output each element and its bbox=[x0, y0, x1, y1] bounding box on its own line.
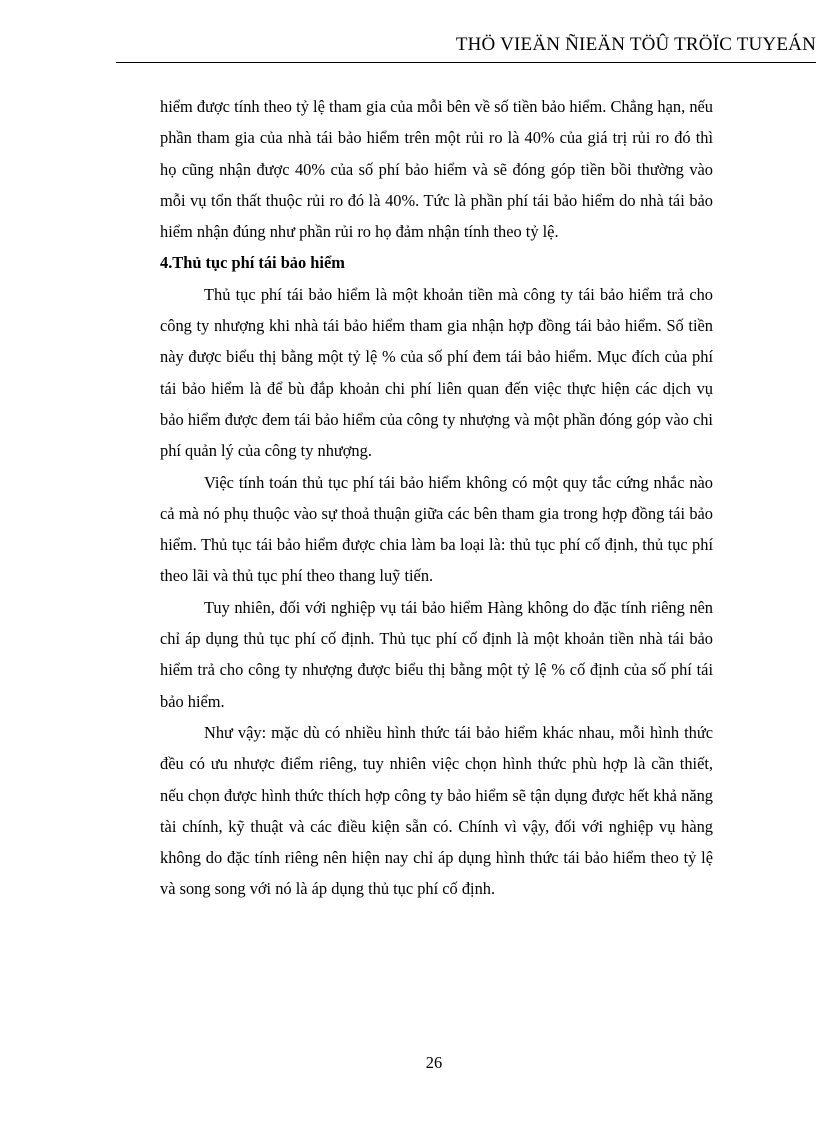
body-paragraph: hiểm được tính theo tỷ lệ tham gia của mỗi bên về số tiền bảo hiểm. Chẳng hạn, nếu phần tham gia của nhà tái bảo hiểm trên một rủi ro là 40% của giá trị rủi ro đó thì họ cũng nhận được 40% của số phí bảo hiểm và sẽ đóng góp tiền bồi thường vào mỗi vụ tổn thất thuộc rủi ro đó là 40%. Tức là phần phí tái bảo hiểm do nhà tái bảo hiểm nhận đúng như phần rủi ro họ đảm nhận tính theo tỷ lệ. bbox=[160, 97, 713, 242]
page-number: 26 bbox=[425, 1053, 443, 1072]
body-paragraph: Thủ tục phí tái bảo hiểm là một khoản tiền mà công ty tái bảo hiểm trả cho công ty nhượng khi nhà tái bảo hiểm tham gia nhận hợp đồng tái bảo hiểm. Số tiền này được biểu thị bằng một tỷ lệ % của số phí đem tái bảo hiểm. Mục đích của phí tái bảo hiểm là để bù đắp khoản chi phí liên quan đến việc thực hiện các dịch vụ bảo hiểm được đem tái bảo hiểm của công ty nhượng và một phần đóng góp vào chi phí quản lý của công ty nhượng. bbox=[160, 284, 713, 461]
body-paragraph: Tuy nhiên, đối với nghiệp vụ tái bảo hiểm Hàng không do đặc tính riêng nên chỉ áp dụng thủ tục phí cố định. Thủ tục phí cố định là một khoản tiền nhà tái bảo hiểm trả cho công ty nhượng được biểu thị bằng một tỷ lệ % cố định của số phí tái bảo hiểm. bbox=[160, 597, 713, 711]
document-body bbox=[160, 91, 713, 905]
header-title: THÖ VIEÄN ÑIEÄN TÖÛ TRÖÏC TUYEÁN bbox=[455, 34, 816, 55]
body-paragraph: Việc tính toán thủ tục phí tái bảo hiểm không có một quy tắc cứng nhắc nào cả mà nó phụ thuộc vào sự thoả thuận giữa các bên tham gia trong hợp đồng tái bảo hiểm. Thủ tục tái bảo hiểm được chia làm ba loại là: thủ tục phí cố định, thủ tục phí theo lãi và thủ tục phí theo thang luỹ tiến. bbox=[160, 472, 713, 586]
section-heading: 4.Thủ tục phí tái bảo hiểm bbox=[160, 253, 345, 273]
page-header bbox=[116, 34, 816, 63]
body-paragraph: Như vậy: mặc dù có nhiều hình thức tái bảo hiểm khác nhau, mỗi hình thức đều có ưu nhược điểm riêng, tuy nhiên việc chọn hình thức phù hợp là cần thiết, nếu chọn được hình thức thích hợp công ty bảo hiểm sẽ tận dụng được hết khả năng tài chính, kỹ thuật và các điều kiện sẵn có. Chính vì vậy, đối với nghiệp vụ hàng không do đặc tính riêng nên hiện nay chỉ áp dụng hình thức tái bảo hiểm theo tỷ lệ và song song với nó là áp dụng thủ tục phí cố định. bbox=[160, 722, 713, 899]
